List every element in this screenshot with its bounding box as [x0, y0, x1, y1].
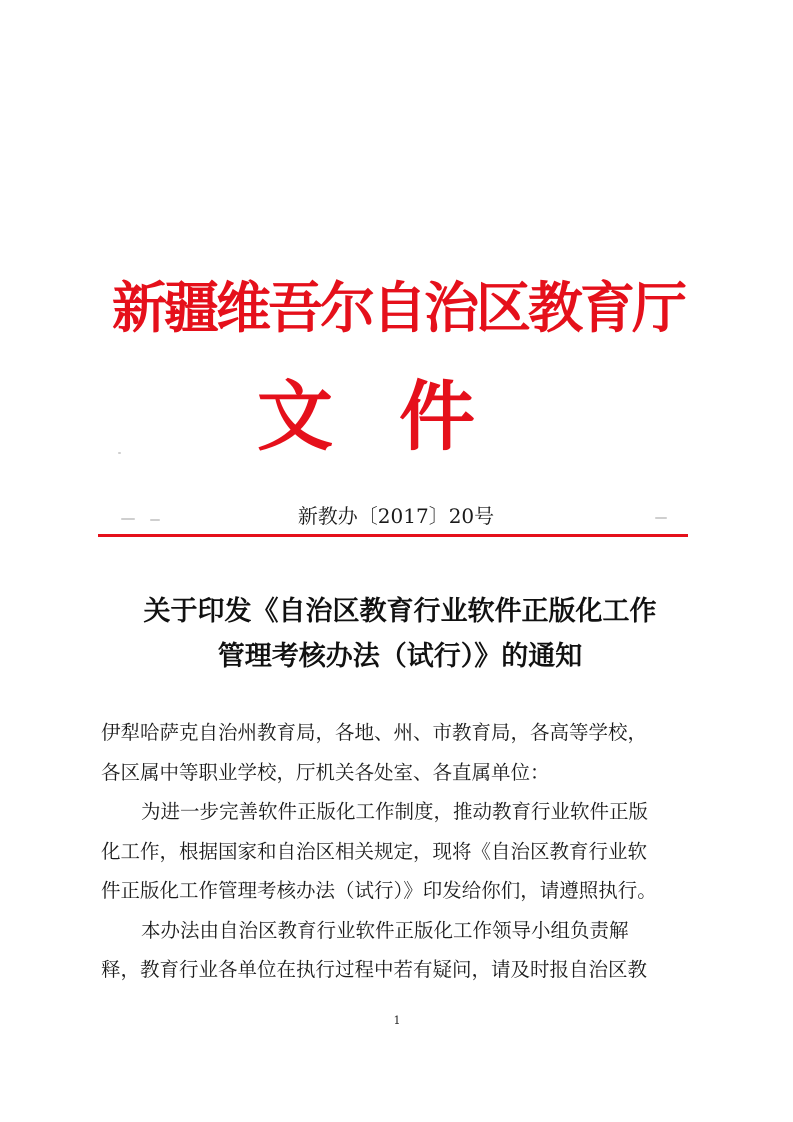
issuing-authority-title: 新疆维吾尔自治区教育厅 — [111, 276, 684, 340]
document-type-heading: 文件 — [257, 372, 541, 461]
body-line-addressee: 各区属中等职业学校，厅机关各处室、各直属单位： — [101, 760, 550, 784]
notice-title — [80, 589, 720, 679]
body-paragraph-line: 释，教育行业各单位在执行过程中若有疑问，请及时报自治区教 — [101, 958, 648, 981]
body-paragraph-line: 为进一步完善软件正版化工作制度，推动教育行业软件正版 — [141, 800, 649, 823]
body-paragraph-line: 件正版化工作管理考核办法（试行）》印发给你们，请遵照执行。 — [101, 879, 657, 902]
body-line-addressee: 伊犁哈萨克自治州教育局，各地、州、市教育局，各高等学校， — [101, 721, 648, 744]
page-number: 1 — [393, 1014, 401, 1027]
red-separator-rule — [98, 534, 688, 537]
notice-body — [101, 713, 697, 990]
body-paragraph-line: 本办法由自治区教育行业软件正版化工作领导小组负责解 — [141, 918, 629, 942]
notice-title-line: 管理考核办法（试行）》的通知 — [217, 641, 583, 672]
notice-title-line: 关于印发《自治区教育行业软件正版化工作 — [143, 596, 657, 627]
document-number: 新教办〔2017〕20号 — [297, 504, 495, 528]
scan-speck — [118, 452, 121, 454]
body-paragraph-line: 化工作，根据国家和自治区相关规定，现将《自治区教育行业软 — [101, 839, 648, 863]
